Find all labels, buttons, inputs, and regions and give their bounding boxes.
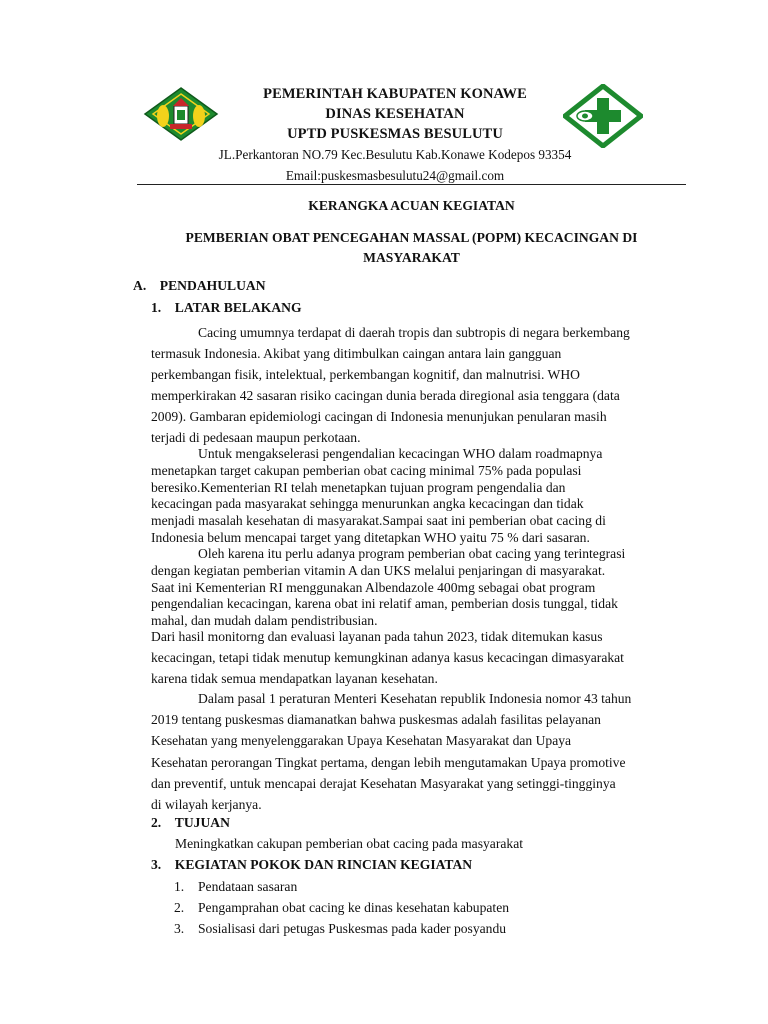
- paragraph-line: Indonesia belum mencapai target yang ditetapkan WHO yaitu 75 % dari sasaran.: [151, 529, 590, 545]
- paragraph-line: Saat ini Kementerian RI menggunakan Albendazole 400mg sebagai obat program: [151, 579, 596, 595]
- list-item-1: [174, 879, 297, 895]
- section-1-heading: 1. LATAR BELAKANG: [151, 300, 302, 315]
- section-a-heading: A. PENDAHULUAN: [133, 278, 266, 293]
- paragraph-2: [151, 446, 682, 547]
- paragraph-line: memperkirakan 42 sasaran risiko cacingan dunia berada diregional asia tenggara (data: [151, 388, 620, 403]
- paragraph-line: Kesehatan perorangan Tingkat pertama, dengan lebih mengutamakan Upaya promotive: [151, 754, 626, 770]
- paragraph-line: Cacing umumnya terdapat di daerah tropis dan subtropis di negara berkembang: [198, 325, 630, 340]
- paragraph-line: beresiko.Kementerian RI telah menetapkan tujuan program pengendalia dan: [151, 479, 566, 495]
- paragraph-line: 2019 tentang puskesmas diamanatkan bahwa puskesmas adalah fasilitas pelayanan: [151, 712, 601, 728]
- paragraph-line: di wilayah kerjanya.: [151, 797, 262, 813]
- list-item-text: Sosialisasi dari petugas Puskesmas pada kader posyandu: [198, 921, 507, 936]
- paragraph-line: menetapkan target cakupan pemberian obat cacing minimal 75% pada populasi: [151, 462, 582, 478]
- section-2-heading: 2. TUJUAN: [151, 815, 230, 830]
- header-divider: [137, 184, 686, 185]
- document-title: KERANGKA ACUAN KEGIATAN: [308, 198, 515, 213]
- paragraph-line: termasuk Indonesia. Akibat yang ditimbulkan caingan antara lain gangguan: [151, 346, 562, 361]
- paragraph-line: perkembangan fisik, intelektual, perkembangan kognitif, dan malnutrisi. WHO: [151, 367, 580, 382]
- paragraph-line: 2009). Gambaran epidemiologi cacingan di Indonesia menunjukan penularan masih: [151, 409, 607, 424]
- paragraph-line: menjadi masalah kesehatan di masyarakat.Sampai saat ini pemberian obat cacing di: [151, 513, 606, 529]
- header-puskesmas: UPTD PUSKESMAS BESULUTU: [287, 126, 503, 142]
- list-item-number: 2.: [174, 900, 185, 915]
- section-2-text: Meningkatkan cakupan pemberian obat cacing pada masyarakat: [175, 836, 524, 851]
- paragraph-line: dengan kegiatan pemberian vitamin A dan UKS melalui penjaringan di masyarakat.: [151, 562, 606, 578]
- paragraph-3: [151, 546, 682, 630]
- paragraph-line: Dari hasil monitorng dan evaluasi layanan pada tahun 2023, tidak ditemukan kasus: [151, 629, 603, 644]
- paragraph-line: mahal, dan mudah dalam pendistribusian.: [151, 613, 378, 629]
- paragraph-line: karena tidak semua mendapatkan layanan kesehatan.: [151, 671, 438, 686]
- list-item-number: 1.: [174, 879, 185, 894]
- paragraph-1: [151, 322, 682, 448]
- list-item-text: Pendataan sasaran: [198, 879, 298, 894]
- paragraph-line: kecacingan pada masyarakat sehingga menurunkan angka kecacingan dan tidak: [151, 496, 584, 512]
- header-address: JL.Perkantoran NO.79 Kec.Besulutu Kab.Konawe Kodepos 93354: [218, 147, 572, 162]
- document-subtitle-line2: MASYARAKAT: [363, 250, 460, 265]
- header-email: Email:puskesmasbesulutu24@gmail.com: [285, 168, 505, 183]
- paragraph-line: Dalam pasal 1 peraturan Menteri Kesehatan republik Indonesia nomor 43 tahun: [198, 691, 632, 706]
- list-item-text: Pengamprahan obat cacing ke dinas kesehatan kabupaten: [198, 900, 510, 915]
- document-subtitle-line1: PEMBERIAN OBAT PENCEGAHAN MASSAL (POPM) KECACINGAN DI: [185, 230, 638, 245]
- paragraph-4: [151, 626, 682, 689]
- paragraph-5: [151, 688, 682, 815]
- paragraph-line: dan preventif, untuk mencapai derajat Kesehatan Masyarakat yang setinggi-tingginya: [151, 775, 616, 791]
- paragraph-line: pengendalian kecacingan, karena obat ini relatif aman, pemberian dosis tunggal, tidak: [151, 596, 618, 612]
- section-3-heading: 3. KEGIATAN POKOK DAN RINCIAN KEGIATAN: [151, 857, 473, 872]
- header-government: PEMERINTAH KABUPATEN KONAWE: [263, 86, 527, 102]
- paragraph-line: Untuk mengakselerasi pengendalian kecacingan WHO dalam roadmapnya: [198, 446, 603, 461]
- header-department: DINAS KESEHATAN: [325, 106, 465, 122]
- list-item-3: [174, 921, 506, 937]
- paragraph-line: kecacingan, tetapi tidak menutup kemungkinan adanya kasus kecacingan dimasyarakat: [151, 650, 624, 665]
- list-item-2: [174, 900, 509, 916]
- paragraph-line: Kesehatan yang menyelenggarakan Upaya Kesehatan Masyarakat dan Upaya: [151, 733, 572, 749]
- list-item-number: 3.: [174, 921, 185, 936]
- paragraph-line: Oleh karena itu perlu adanya program pemberian obat cacing yang terintegrasi: [198, 546, 626, 561]
- paragraph-line: terjadi di pedesaan maupun perkotaan.: [151, 430, 361, 445]
